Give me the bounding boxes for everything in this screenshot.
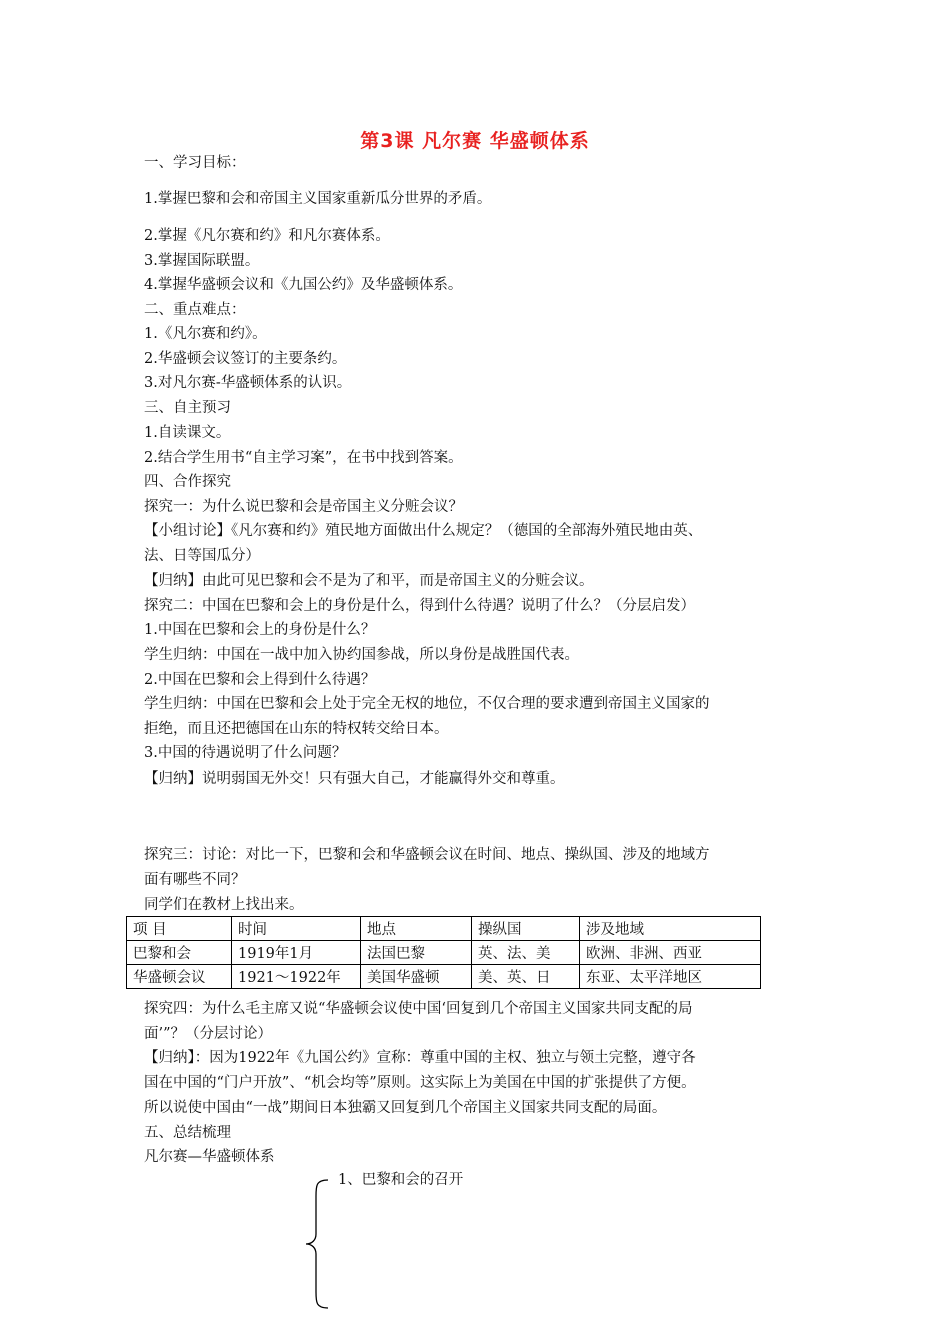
table-row bbox=[127, 941, 761, 965]
text-line: 2.掌握《凡尔赛和约》和凡尔赛体系。 bbox=[144, 228, 390, 244]
section-heading: 二、重点难点： bbox=[144, 302, 246, 318]
table-header-row bbox=[127, 917, 761, 941]
text-line: 探究一：为什么说巴黎和会是帝国主义分赃会议？ bbox=[144, 499, 463, 515]
table-cell: 美、英、日 bbox=[472, 965, 580, 989]
text-line: 【归纳】由此可见巴黎和会不是为了和平，而是帝国主义的分赃会议。 bbox=[144, 573, 594, 589]
section-heading: 四、合作探究 bbox=[144, 474, 231, 490]
table-header-cell: 地点 bbox=[361, 917, 472, 941]
table-cell: 英、法、美 bbox=[472, 941, 580, 965]
text-line: 拒绝，而且还把德国在山东的特权转交给日本。 bbox=[144, 721, 449, 737]
text-line: 法、日等国瓜分） bbox=[144, 548, 260, 564]
text-line: 学生归纳：中国在巴黎和会上处于完全无权的地位，不仅合理的要求遭到帝国主义国家的 bbox=[144, 696, 710, 712]
table-cell: 东亚、太平洋地区 bbox=[580, 965, 761, 989]
text-line: 4.掌握华盛顿会议和《九国公约》及华盛顿体系。 bbox=[144, 277, 463, 293]
text-line: 同学们在教材上找出来。 bbox=[144, 897, 304, 913]
text-line: 【归纳】：因为1922年《九国公约》宣称：尊重中国的主权、独立与领土完整，遵守各 bbox=[144, 1050, 696, 1066]
text-line: 学生归纳：中国在一战中加入协约国参战，所以身份是战胜国代表。 bbox=[144, 647, 579, 663]
section-heading: 五、总结梳理 bbox=[144, 1125, 231, 1141]
text-line: 3.中国的待遇说明了什么问题？ bbox=[144, 745, 347, 761]
table-cell: 美国华盛顿 bbox=[361, 965, 472, 989]
page-title: 第3课 凡尔赛 华盛顿体系 bbox=[360, 130, 590, 152]
text-line: 3.掌握国际联盟。 bbox=[144, 253, 260, 269]
curly-brace-icon bbox=[302, 1178, 332, 1310]
text-line: 所以说使中国由“一战”期间日本独霸又回复到几个帝国主义国家共同支配的局面。 bbox=[144, 1100, 667, 1116]
text-line: 探究四：为什么毛主席又说“华盛顿会议使中国‘回复到几个帝国主义国家共同支配的局 bbox=[144, 1001, 693, 1017]
comparison-table bbox=[126, 916, 761, 989]
text-line: 面’”？（分层讨论） bbox=[144, 1026, 273, 1042]
table-header-cell: 项 目 bbox=[127, 917, 232, 941]
text-line: 探究二：中国在巴黎和会上的身份是什么，得到什么待遇？说明了什么？（分层启发） bbox=[144, 598, 695, 614]
text-line: 2.中国在巴黎和会上得到什么待遇？ bbox=[144, 672, 376, 688]
table-header-cell: 操纵国 bbox=[472, 917, 580, 941]
text-line: 【小组讨论】《凡尔赛和约》殖民地方面做出什么规定？（德国的全部海外殖民地由英、 bbox=[144, 523, 703, 539]
text-line: 1.中国在巴黎和会上的身份是什么？ bbox=[144, 622, 376, 638]
table-cell: 1921～1922年 bbox=[232, 965, 361, 989]
table-cell: 巴黎和会 bbox=[127, 941, 232, 965]
text-line: 2.华盛顿会议签订的主要条约。 bbox=[144, 351, 347, 367]
text-line: 面有哪些不同？ bbox=[144, 872, 246, 888]
table-header-cell: 涉及地域 bbox=[580, 917, 761, 941]
text-line: 凡尔赛—华盛顿体系 bbox=[144, 1149, 275, 1165]
text-line: 探究三：讨论：对比一下，巴黎和会和华盛顿会议在时间、地点、操纵国、涉及的地域方 bbox=[144, 847, 710, 863]
table-cell: 欧洲、非洲、西亚 bbox=[580, 941, 761, 965]
text-line: 1.掌握巴黎和会和帝国主义国家重新瓜分世界的矛盾。 bbox=[144, 191, 492, 207]
section-heading: 三、自主预习 bbox=[144, 400, 231, 416]
text-line: 2.结合学生用书“自主学习案”，在书中找到答案。 bbox=[144, 450, 463, 466]
text-line: 3.对凡尔赛-华盛顿体系的认识。 bbox=[144, 375, 352, 391]
text-line: 【归纳】说明弱国无外交！只有强大自己，才能赢得外交和尊重。 bbox=[144, 771, 565, 787]
text-line: 1.《凡尔赛和约》。 bbox=[144, 326, 267, 342]
section-heading: 一、学习目标： bbox=[144, 155, 246, 171]
table-row bbox=[127, 965, 761, 989]
table-header-cell: 时间 bbox=[232, 917, 361, 941]
outline-item: 1、巴黎和会的召开 bbox=[338, 1172, 464, 1188]
table-cell: 1919年1月 bbox=[232, 941, 361, 965]
table-cell: 华盛顿会议 bbox=[127, 965, 232, 989]
table-cell: 法国巴黎 bbox=[361, 941, 472, 965]
text-line: 国在中国的“门户开放”、“机会均等”原则。这实际上为美国在中国的扩张提供了方便。 bbox=[144, 1075, 696, 1091]
text-line: 1.自读课文。 bbox=[144, 425, 231, 441]
